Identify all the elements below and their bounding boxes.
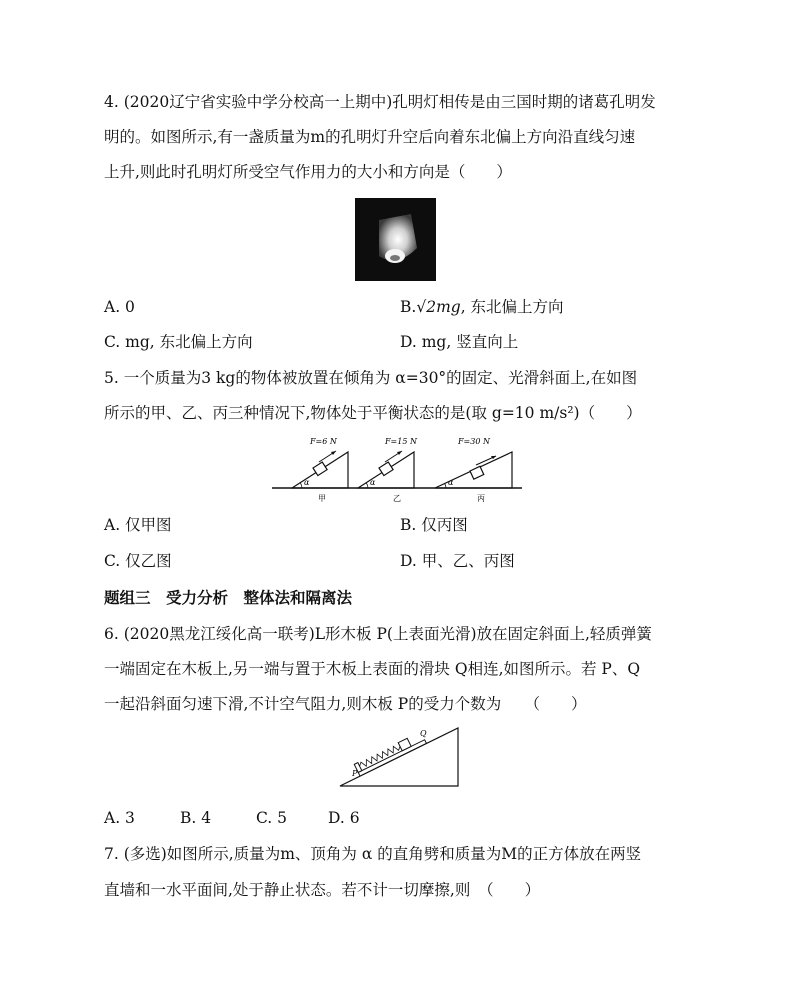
label-q: Q bbox=[420, 729, 427, 738]
q7-line-1: 7. (多选)如图所示,质量为m、顶角为 α 的直角劈和质量为M的正方体放在两竖 bbox=[104, 845, 642, 863]
q4-line-1: 4. (2020辽宁省实验中学分校高一上期中)孔明灯相传是由三国时期的诸葛孔明发 bbox=[104, 93, 656, 111]
block-3 bbox=[470, 466, 484, 479]
q5-option-b: B. 仅丙图 bbox=[400, 516, 468, 534]
q4-line-2: 明的。如图所示,有一盏质量为m的孔明灯升空后向着东北偏上方向沿直线匀速 bbox=[104, 128, 636, 146]
section-heading: 题组三 受力分析 整体法和隔离法 bbox=[104, 588, 353, 607]
q5-option-a: A. 仅甲图 bbox=[104, 516, 172, 534]
q4-option-b-suffix: , 东北偏上方向 bbox=[460, 298, 564, 316]
angle-label-2: α bbox=[370, 478, 376, 487]
q5-line-2: 所示的甲、乙、丙三种情况下,物体处于平衡状态的是(取 g=10 m/s²)（ ） bbox=[104, 404, 642, 422]
force-label-1: F=6 N bbox=[310, 437, 337, 446]
q4-option-c: C. mg, 东北偏上方向 bbox=[104, 333, 253, 351]
incline-figure-1 bbox=[292, 437, 348, 503]
q6-line-1: 6. (2020黑龙江绥化高一联考)L形木板 P(上表面光滑)放在固定斜面上,轻质弹簧 bbox=[104, 625, 652, 643]
caption-2: 乙 bbox=[393, 494, 401, 503]
incline-figure-2 bbox=[358, 437, 418, 503]
q6-option-a: A. 3 bbox=[104, 809, 135, 827]
caption-3: 丙 bbox=[477, 494, 485, 503]
force-label-2: F=15 N bbox=[385, 437, 417, 446]
q6-incline-figure bbox=[336, 726, 462, 794]
angle-label-3: α bbox=[448, 478, 454, 487]
angle-label-1: α bbox=[304, 478, 310, 487]
l-board-assembly bbox=[354, 732, 426, 776]
q4-option-b bbox=[400, 297, 564, 317]
q5-option-d: D. 甲、乙、丙图 bbox=[400, 552, 515, 570]
q4-option-d: D. mg, 竖直向上 bbox=[400, 333, 519, 351]
label-p: P bbox=[352, 769, 358, 778]
q4-option-b-math: √2mg bbox=[416, 298, 461, 316]
force-label-3: F=30 N bbox=[458, 437, 490, 446]
q5-line-1: 5. 一个质量为3 kg的物体被放置在倾角为 α=30°的固定、光滑斜面上,在如图 bbox=[104, 369, 638, 387]
q7-line-2: 直墙和一水平面间,处于静止状态。若不计一切摩擦,则 （ ） bbox=[104, 881, 541, 899]
q6-line-2: 一端固定在木板上,另一端与置于木板上表面的滑块 Q相连,如图所示。若 P、Q bbox=[104, 660, 641, 678]
q6-line-3: 一起沿斜面匀速下滑,不计空气阻力,则木板 P的受力个数为 （ ） bbox=[104, 695, 587, 713]
q6-option-b: B. 4 bbox=[180, 809, 212, 827]
q5-option-c: C. 仅乙图 bbox=[104, 552, 172, 570]
q5-incline-figures bbox=[272, 432, 522, 504]
q4-line-3: 上升,则此时孔明灯所受空气作用力的大小和方向是（ ） bbox=[104, 163, 512, 181]
l-board bbox=[358, 740, 426, 776]
q6-option-d: D. 6 bbox=[328, 809, 360, 827]
sky-lantern-photo bbox=[355, 198, 436, 281]
q6-option-c: C. 5 bbox=[256, 809, 288, 827]
caption-1: 甲 bbox=[318, 494, 326, 503]
q4-option-a: A. 0 bbox=[104, 298, 135, 316]
q4-option-b-prefix: B. bbox=[400, 298, 417, 316]
incline-figure-3 bbox=[435, 437, 512, 503]
